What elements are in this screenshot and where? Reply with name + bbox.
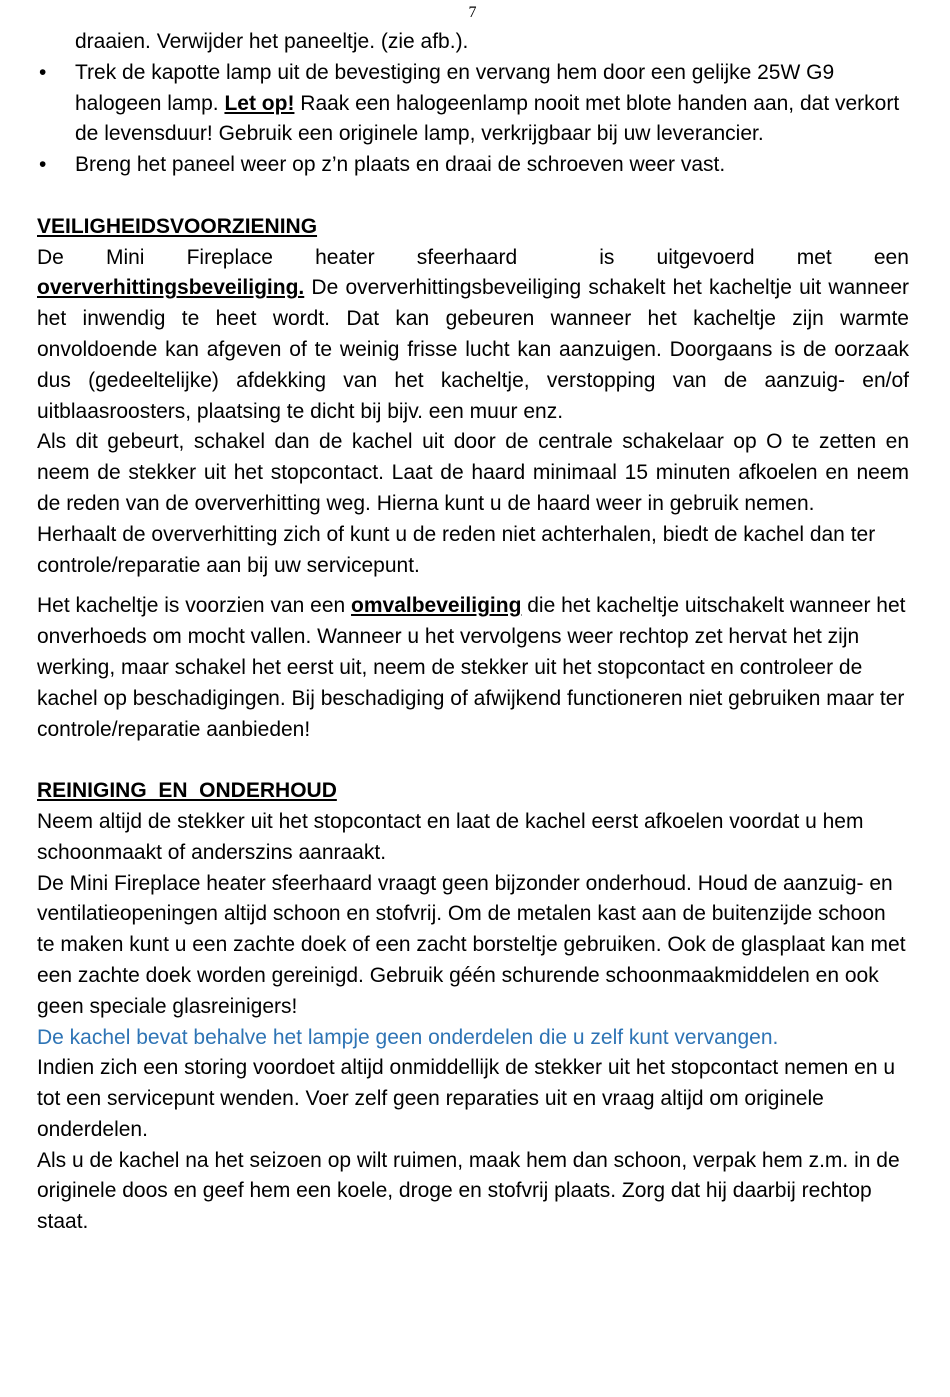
cleaning-heading: REINIGING EN ONDERHOUD [37, 779, 337, 803]
document-body [37, 27, 909, 1238]
cleaning-section [37, 776, 909, 1238]
bullet1-text-b: Raak een halogeenlamp nooit met blote handen aan, dat verkort de levensduur! Gebruik een originele lamp, verkrijgbaar bij uw leverancier. [75, 91, 900, 146]
bullet1-text-a: Trek de kapotte lamp uit de bevestiging en vervang hem door een gelijke 25W G9 halogeen lamp. [75, 60, 835, 115]
warning-label: Let op! [224, 91, 295, 115]
word: Fireplace [186, 245, 273, 269]
word: een [873, 245, 909, 269]
safety-p1-text: De oververhittingsbeveiliging schakelt het kacheltje uit wanneer het inwendig te heet wordt. Dat kan gebeuren wanneer het kacheltje zijn warmte onvoldoende kan afgeven of te weinig frisse lucht kan aanzuigen. Doorgaans is de oorzaak dus (gedeeltelijke) afdekking van het kacheltje, verstopping van de aanzuig- en/of uitblaasroosters, plaatsing te dicht bij bijv. een muur enz. [37, 276, 909, 423]
tipover-term: omvalbeveiliging [351, 594, 522, 618]
safety-paragraph-1 [37, 273, 909, 427]
cleaning-paragraph-5: Als u de kachel na het seizoen op wilt ruimen, maak hem dan schoon, verpak hem z.m. in de originele doos en geef hem een koele, droge en stofvrij plaats. Zorg dat hij daarbij rechtop staat. [37, 1148, 900, 1234]
list-item [37, 150, 909, 181]
word: met [796, 245, 832, 269]
bullet2-text: Breng het paneel weer op z’n plaats en draai de schroeven weer vast. [75, 153, 726, 177]
cleaning-paragraph-4: Indien zich een storing voordoet altijd onmiddellijk de stekker uit het stopcontact nemen en u tot een servicepunt wenden. Voer zelf geen reparaties uit en vraag altijd om originele onderdelen. [37, 1056, 896, 1141]
continuation-text: draaien. Verwijder het paneeltje. (zie afb.). [75, 30, 469, 53]
safety-paragraph-4 [37, 591, 909, 745]
cleaning-paragraph-2: De Mini Fireplace heater sfeerhaard vraagt geen bijzonder onderhoud. Houd de aanzuig- en ventilatieopeningen altijd schoon en stofvrij. Om de metalen kast aan de buitenzijde schoon te maken kunt u een zachte doek of een zacht borsteltje gebruiken. Ook de glasplaat kan met een zachte doek worden gereinigd. Gebruik géén schurende schoonmaakmiddelen en ook geen speciale glasreinigers! [37, 871, 906, 1018]
word: heater [315, 245, 375, 269]
safety-paragraph-2: Als dit gebeurt, schakel dan de kachel uit door de centrale schakelaar op O te zetten en neem de stekker uit het stopcontact. Laat de haard minimaal 15 minuten afkoelen en neem de reden van de oververhitting weg. Hierna kunt u de haard weer in gebruik nemen. [37, 430, 909, 515]
bullet-icon: • [39, 60, 47, 84]
cleaning-note-blue: De kachel bevat behalve het lampje geen onderdelen die u zelf kunt vervangen. [37, 1025, 779, 1049]
word: is [599, 245, 615, 269]
word: Mini [105, 245, 145, 269]
word: sfeerhaard [416, 245, 518, 269]
bullet-icon: • [39, 153, 47, 177]
page-number: 7 [468, 4, 477, 21]
safety-first-line [37, 243, 909, 274]
safety-p4-text-b: die het kacheltje uitschakelt wanneer het onverhoeds om mocht vallen. Wanneer u het vervolgens weer rechtop zet hervat het zijn werking, maar schakel het eerst uit, neem de stekker uit het stopcontact en controleer de kachel op beschadigingen. Bij beschadiging of afwijkend functioneren niet gebruiken maar ter controle/reparatie aanbieden! [37, 594, 906, 741]
cleaning-paragraph-1: Neem altijd de stekker uit het stopcontact en laat de kachel eerst afkoelen voordat u hem schoonmaakt of anderszins aanraakt. [37, 809, 864, 864]
instruction-list [37, 58, 909, 181]
safety-p4-text-a: Het kacheltje is voorzien van een [37, 594, 352, 618]
overheat-term: oververhittingsbeveiliging. [37, 276, 305, 300]
safety-heading: VEILIGHEIDSVOORZIENING [37, 214, 318, 238]
list-item [37, 58, 909, 150]
word: De [37, 245, 64, 269]
word: uitgevoerd [656, 245, 755, 269]
safety-section [37, 212, 909, 746]
safety-paragraph-3: Herhaalt de oververhitting zich of kunt u de reden niet achterhalen, biedt de kachel dan ter controle/reparatie aan bij uw servicepunt. [37, 522, 876, 577]
